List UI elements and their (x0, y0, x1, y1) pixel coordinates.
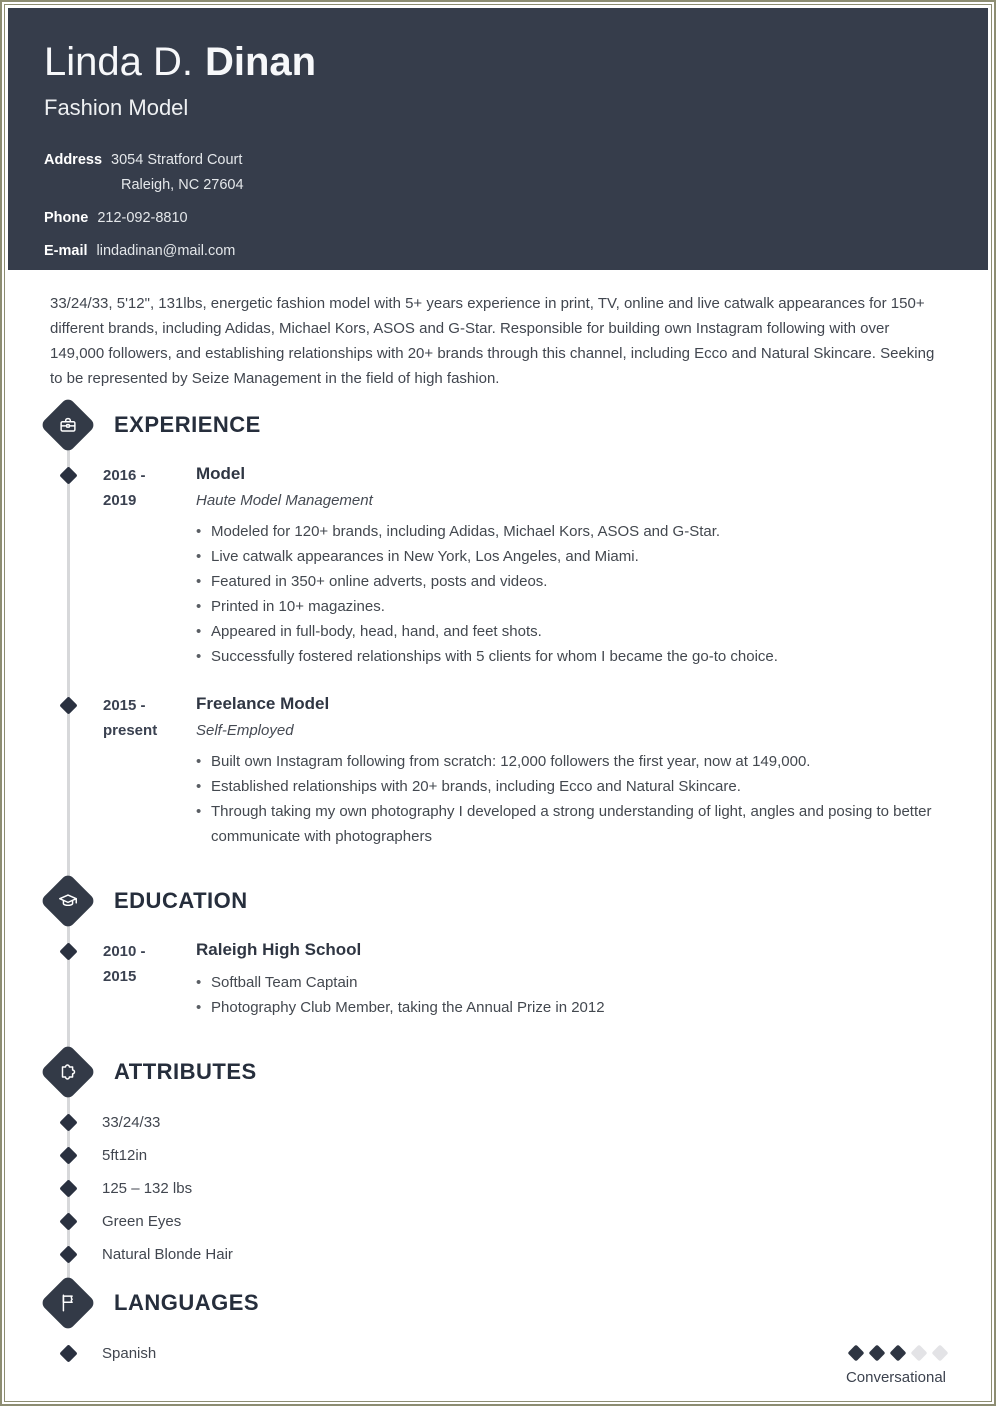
job-title: Model (196, 464, 246, 483)
bullet-item: • Appeared in full-body, head, hand, and feet shots. (196, 619, 946, 644)
address-row (44, 148, 952, 173)
attribute-item (8, 1143, 946, 1168)
attribute-text: Green Eyes (102, 1213, 182, 1230)
job-bullet-list (196, 749, 946, 849)
date-end: 2019 (103, 492, 137, 509)
section-title-attributes: ATTRIBUTES (114, 1059, 257, 1084)
summary-paragraph: 33/24/33, 5'12", 131lbs, energetic fashion model with 5+ years experience in print, TV, online and live catwalk appearances for 150+ different brands, including Adidas, Michael Kors, ASOS and G-Star. Responsible for building own Instagram following with over 149,000 followers, and establishing relationships with 20+ brands through this channel, including Ecco and Natural Skincare. Seeking to be represented by Seize Management in the field of high fashion. (50, 295, 935, 387)
education-entry (8, 939, 946, 1020)
job-bullet-list (196, 519, 946, 669)
rating-diamond-filled (848, 1345, 865, 1362)
item-diamond-bullet (59, 1344, 77, 1362)
contact-block (44, 148, 952, 264)
attribute-item (8, 1209, 946, 1234)
bullet-item: • Softball Team Captain (196, 970, 946, 995)
email-row (44, 239, 952, 264)
rating-diamond-empty (911, 1345, 928, 1362)
employer-name: Self-Employed (196, 722, 294, 739)
entry-dates (103, 693, 196, 849)
language-item (8, 1341, 946, 1386)
attribute-item (8, 1176, 946, 1201)
entry-dates (103, 463, 196, 669)
section-title-education: EDUCATION (114, 888, 248, 913)
phone-row (44, 206, 952, 231)
attribute-item (8, 1110, 946, 1135)
attribute-text: Natural Blonde Hair (102, 1246, 233, 1263)
attribute-text: 33/24/33 (102, 1114, 161, 1131)
briefcase-icon (40, 397, 97, 454)
section-title-experience: EXPERIENCE (114, 412, 261, 437)
entry-diamond-bullet (59, 466, 77, 484)
candidate-name (44, 38, 952, 86)
bullet-item: • Modeled for 120+ brands, including Adidas, Michael Kors, ASOS and G-Star. (196, 519, 946, 544)
attribute-text: 125 – 132 lbs (102, 1180, 193, 1197)
bullet-item: • Through taking my own photography I developed a strong understanding of light, angles and posing to better communicate with photographers (196, 799, 946, 849)
address-label: Address (44, 152, 103, 168)
bullet-item: • Featured in 350+ online adverts, posts and videos. (196, 569, 946, 594)
school-name: Raleigh High School (196, 940, 362, 959)
date-end: present (103, 722, 158, 739)
email-label: E-mail (44, 243, 88, 259)
bullet-item: • Printed in 10+ magazines. (196, 594, 946, 619)
address-line2: Raleigh, NC 27604 (121, 177, 244, 193)
section-attributes-header (8, 1044, 946, 1100)
bullet-item: • Built own Instagram following from scratch: 12,000 followers the first year, now at 149,000. (196, 749, 946, 774)
education-bullet-list (196, 970, 946, 1020)
rating-diamond-filled (869, 1345, 886, 1362)
date-start: 2010 - (103, 943, 146, 960)
experience-entry (8, 693, 946, 849)
rating-diamond-empty (932, 1345, 949, 1362)
bullet-item: • Established relationships with 20+ brands, including Ecco and Natural Skincare. (196, 774, 946, 799)
item-diamond-bullet (59, 1212, 77, 1230)
item-diamond-bullet (59, 1113, 77, 1131)
section-education-header (8, 873, 946, 929)
job-title: Freelance Model (196, 694, 330, 713)
attribute-text: 5ft12in (102, 1147, 148, 1164)
graduation-cap-icon (40, 873, 97, 930)
bullet-item: • Successfully fostered relationships with 5 clients for whom I became the go-to choice. (196, 644, 946, 669)
puzzle-icon (40, 1044, 97, 1101)
date-start: 2015 - (103, 697, 146, 714)
email-value: lindadinan@mail.com (96, 243, 236, 259)
candidate-job-title: Fashion Model (44, 95, 189, 120)
date-start: 2016 - (103, 467, 146, 484)
phone-value: 212-092-8810 (97, 210, 188, 226)
language-name: Spanish (102, 1345, 157, 1362)
language-level: Conversational (845, 1369, 946, 1386)
bullet-item: • Photography Club Member, taking the Annual Prize in 2012 (196, 995, 946, 1020)
bullet-item: • Live catwalk appearances in New York, Los Angeles, and Miami. (196, 544, 946, 569)
employer-name: Haute Model Management (196, 492, 373, 509)
language-rating (846, 1341, 946, 1359)
rating-diamond-filled (890, 1345, 907, 1362)
section-title-languages: LANGUAGES (114, 1290, 260, 1315)
address-line1: 3054 Stratford Court (111, 152, 243, 168)
candidate-last-name: Dinan (204, 40, 317, 84)
experience-entry (8, 463, 946, 669)
entry-dates (103, 939, 196, 1020)
item-diamond-bullet (59, 1245, 77, 1263)
date-end: 2015 (103, 968, 137, 985)
item-diamond-bullet (59, 1146, 77, 1164)
entry-diamond-bullet (59, 942, 77, 960)
candidate-first-name: Linda D. (44, 40, 193, 84)
section-experience-header (8, 397, 946, 453)
attribute-item (8, 1242, 946, 1267)
entry-diamond-bullet (59, 696, 77, 714)
resume-header (8, 8, 988, 270)
resume-body (8, 270, 988, 1386)
phone-label: Phone (44, 210, 89, 226)
section-languages-header (8, 1275, 946, 1331)
flag-icon (40, 1275, 97, 1332)
item-diamond-bullet (59, 1179, 77, 1197)
